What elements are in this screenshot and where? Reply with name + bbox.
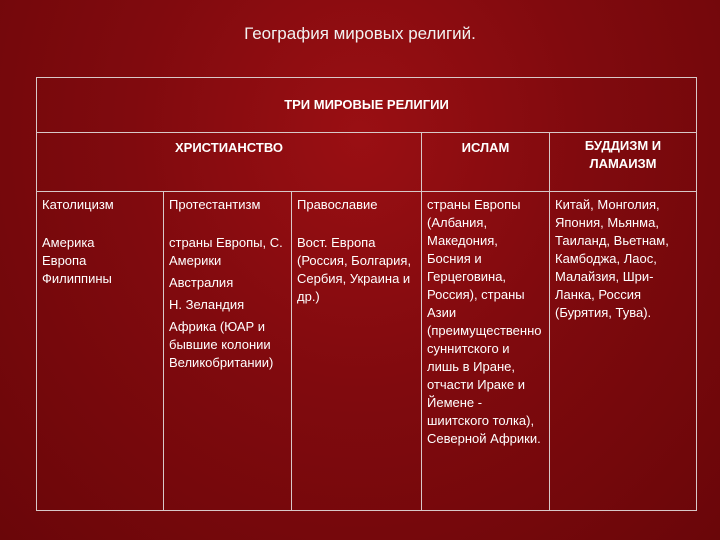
protestantism-name: Протестантизм	[169, 197, 261, 212]
catholicism-name: Католицизм	[42, 197, 114, 212]
protestantism-item: Н. Зеландия	[169, 297, 245, 312]
orthodoxy-item: Вост. Европа (Россия, Болгария, Сербия, Украина и др.)	[297, 235, 412, 304]
protestantism-item: страны Европы, С. Америки	[169, 235, 283, 268]
religions-table	[36, 77, 696, 511]
orthodoxy-cell	[292, 192, 422, 511]
protestantism-item: Австралия	[169, 275, 234, 290]
catholicism-item: Америка	[42, 235, 95, 250]
catholicism-cell	[37, 192, 164, 511]
islam-header: ИСЛАМ	[422, 133, 550, 192]
protestantism-item: Африка (ЮАР и бывшие колонии Великобритании)	[169, 319, 274, 370]
page-title: География мировых религий.	[244, 24, 476, 43]
table-header: ТРИ МИРОВЫЕ РЕЛИГИИ	[37, 78, 697, 133]
protestantism-cell	[164, 192, 292, 511]
buddhism-header: БУДДИЗМ И ЛАМАИЗМ	[550, 133, 697, 192]
christianity-header: ХРИСТИАНСТВО	[37, 133, 422, 192]
buddhism-cell: Китай, Монголия, Япония, Мьянма, Таиланд, Вьетнам, Камбоджа, Лаос, Малайзия, Шри-Ланка, Россия (Бурятия, Тува).	[550, 192, 697, 511]
islam-cell: страны Европы (Албания, Македония, Босния и Герцеговина, Россия), страны Азии (преимущественно суннитского и лишь в Иране, отчасти Ираке и Йемене - шиитского толка), Северной Африки.	[422, 192, 550, 511]
catholicism-item: Европа	[42, 253, 87, 268]
catholicism-item: Филиппины	[42, 271, 112, 286]
orthodoxy-name: Православие	[297, 197, 378, 212]
